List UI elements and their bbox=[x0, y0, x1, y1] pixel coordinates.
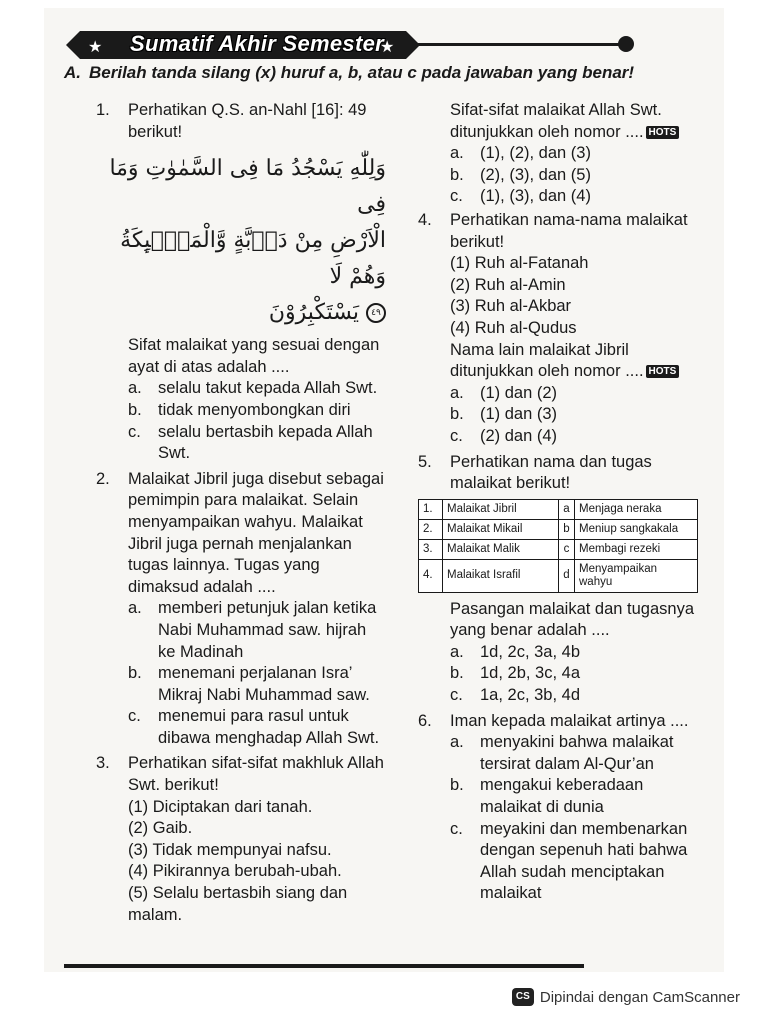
option-label: a. bbox=[450, 383, 464, 402]
option-label: a. bbox=[450, 642, 464, 661]
option-label: c. bbox=[128, 707, 141, 726]
option-text: (1) dan (2) bbox=[480, 383, 558, 402]
option-c[interactable] bbox=[450, 685, 708, 707]
question-4 bbox=[418, 210, 708, 448]
list-item: (2) Gaib. bbox=[128, 819, 193, 838]
question-number: 5. bbox=[418, 452, 432, 471]
option-text: 1d, 2c, 3a, 4b bbox=[480, 642, 580, 661]
option-text: (1), (3), dan (4) bbox=[480, 187, 591, 206]
option-a[interactable] bbox=[450, 732, 708, 775]
question-6 bbox=[418, 711, 708, 905]
table-cell: Meniup sangkakala bbox=[575, 519, 698, 539]
question-text: Perhatikan Q.S. an-Nahl [16]: 49 berikut! bbox=[128, 101, 367, 141]
option-b[interactable] bbox=[450, 165, 708, 187]
option-b[interactable] bbox=[450, 663, 708, 685]
option-label: c. bbox=[450, 187, 463, 206]
question-number: 1. bbox=[96, 101, 110, 119]
table-cell: Malaikat Malik bbox=[443, 539, 559, 559]
instruction-text: Berilah tanda silang (x) huruf a, b, atau c pada jawaban yang benar! bbox=[89, 63, 635, 82]
option-text: 1a, 2c, 3b, 4d bbox=[480, 686, 580, 705]
option-label: b. bbox=[450, 165, 464, 184]
option-a[interactable] bbox=[450, 383, 708, 405]
question-text: Pasangan malaikat dan tugasnya yang benar adalah .... bbox=[450, 599, 695, 640]
table-row bbox=[419, 519, 698, 539]
table-cell: Menyampaikan wahyu bbox=[575, 559, 698, 592]
option-b[interactable] bbox=[450, 404, 708, 426]
question-number: 4. bbox=[418, 210, 432, 229]
list-item: (2) Ruh al-Amin bbox=[450, 275, 566, 294]
question-prompt-text: Nama lain malaikat Jibril ditunjukkan oleh nomor .... bbox=[450, 340, 644, 381]
option-text: tidak menyombongkan diri bbox=[158, 400, 351, 419]
section-instruction bbox=[64, 63, 634, 83]
star-icon: ★ bbox=[380, 37, 395, 56]
option-label: a. bbox=[128, 599, 142, 618]
verse-line-text: يَسْتَكْبِرُوْنَ bbox=[268, 300, 359, 326]
list-item: (5) Selalu bertasbih siang dan malam. bbox=[128, 884, 348, 924]
question-text: Malaikat Jibril juga disebut sebagai pemimpin para malaikat. Selain menyampaikan wahyu. Malaikat Jibril juga pernah menjalankan tugas lainnya. Tugas yang dimaksud adalah .... bbox=[128, 469, 384, 596]
question-5-prompt bbox=[418, 599, 708, 707]
hots-badge: HOTS bbox=[646, 365, 680, 378]
option-b[interactable] bbox=[128, 400, 386, 422]
option-label: c. bbox=[450, 686, 463, 705]
hots-badge: HOTS bbox=[646, 126, 680, 139]
table-cell: Malaikat Israfil bbox=[443, 559, 559, 592]
star-icon: ★ bbox=[88, 37, 103, 56]
option-b[interactable] bbox=[128, 663, 386, 706]
option-c[interactable] bbox=[128, 706, 386, 749]
option-label: b. bbox=[450, 405, 464, 424]
quran-verse bbox=[104, 151, 386, 331]
table-row bbox=[419, 559, 698, 592]
question-text: Perhatikan nama-nama malaikat berikut! bbox=[450, 210, 688, 251]
option-a[interactable] bbox=[128, 378, 386, 400]
footer-divider bbox=[64, 964, 584, 968]
option-label: a. bbox=[450, 733, 464, 752]
option-text: (1) dan (3) bbox=[480, 405, 558, 424]
option-label: b. bbox=[128, 664, 142, 683]
question-3 bbox=[96, 753, 386, 926]
verse-line: وَلِلّٰهِ يَسْجُدُ مَا فِى السَّمٰوٰتِ وَمَا فِى bbox=[109, 156, 386, 218]
option-label: a. bbox=[450, 144, 464, 163]
option-label: c. bbox=[450, 426, 463, 445]
option-text: selalu takut kepada Allah Swt. bbox=[158, 379, 378, 398]
table-cell: Menjaga neraka bbox=[575, 499, 698, 519]
ayah-number-mark: ٤٩ bbox=[366, 303, 386, 323]
option-text: mengakui keberadaan malaikat di dunia bbox=[480, 776, 644, 817]
option-label: b. bbox=[450, 776, 464, 795]
scanner-text: Dipindai dengan CamScanner bbox=[539, 988, 740, 1006]
list-item: (3) Tidak mempunyai nafsu. bbox=[128, 840, 332, 859]
question-number: 6. bbox=[418, 711, 432, 730]
question-prompt bbox=[450, 340, 708, 383]
list-item: (1) Ruh al-Fatanah bbox=[450, 254, 589, 273]
question-text bbox=[450, 100, 708, 143]
question-1 bbox=[96, 100, 386, 143]
right-column bbox=[418, 100, 708, 905]
option-text: meyakini dan membenarkan dengan sepenuh hati bahwa Allah sudah menciptakan malaikat bbox=[480, 819, 688, 903]
option-a[interactable] bbox=[450, 642, 708, 664]
option-a[interactable] bbox=[450, 143, 708, 165]
table-cell: 1. bbox=[419, 499, 443, 519]
option-label: c. bbox=[450, 819, 463, 838]
table-cell: Malaikat Mikail bbox=[443, 519, 559, 539]
table-cell: 2. bbox=[419, 519, 443, 539]
option-c[interactable] bbox=[450, 186, 708, 208]
table-row bbox=[419, 539, 698, 559]
option-text: 1d, 2b, 3c, 4a bbox=[480, 664, 580, 683]
option-c[interactable] bbox=[128, 422, 386, 465]
section-number: A. bbox=[64, 63, 81, 82]
question-number: 3. bbox=[96, 754, 110, 773]
option-label: c. bbox=[128, 422, 141, 441]
table-row bbox=[419, 499, 698, 519]
table-cell: 3. bbox=[419, 539, 443, 559]
option-c[interactable] bbox=[450, 819, 708, 905]
question-prompt: Sifat-sifat malaikat Allah Swt. ditunjukkan oleh nomor .... bbox=[450, 101, 662, 141]
left-column bbox=[96, 100, 386, 926]
section-header-banner bbox=[66, 27, 636, 63]
list-item: (4) Pikirannya berubah-ubah. bbox=[128, 862, 342, 881]
list-item: (3) Ruh al-Akbar bbox=[450, 297, 572, 316]
matching-table bbox=[418, 499, 698, 593]
verse-line bbox=[104, 295, 386, 331]
option-label: b. bbox=[450, 664, 464, 683]
question-text: Iman kepada malaikat artinya .... bbox=[450, 711, 689, 730]
option-b[interactable] bbox=[450, 775, 708, 818]
option-a[interactable] bbox=[128, 598, 386, 663]
option-text: menyakini bahwa malaikat tersirat dalam Al-Qur’an bbox=[480, 733, 674, 773]
table-cell: d bbox=[559, 559, 575, 592]
table-cell: c bbox=[559, 539, 575, 559]
question-2 bbox=[96, 469, 386, 750]
question-1-prompt bbox=[96, 335, 386, 465]
scanner-watermark bbox=[512, 988, 740, 1006]
table-cell: a bbox=[559, 499, 575, 519]
question-number: 2. bbox=[96, 469, 110, 488]
list-item: (4) Ruh al-Qudus bbox=[450, 318, 577, 337]
option-c[interactable] bbox=[450, 426, 708, 448]
table-cell: 4. bbox=[419, 559, 443, 592]
option-text: menemui para rasul untuk dibawa menghadap Allah Swt. bbox=[158, 707, 380, 747]
option-text: (1), (2), dan (3) bbox=[480, 144, 591, 163]
question-5 bbox=[418, 452, 708, 495]
option-text: (2) dan (4) bbox=[480, 426, 558, 445]
option-text: selalu bertasbih kepada Allah Swt. bbox=[158, 422, 373, 463]
table-cell: b bbox=[559, 519, 575, 539]
camscanner-icon: CS bbox=[512, 988, 534, 1006]
question-text: Perhatikan nama dan tugas malaikat berikut! bbox=[450, 452, 652, 493]
question-text: Sifat malaikat yang sesuai dengan ayat di atas adalah .... bbox=[128, 336, 380, 376]
option-label: b. bbox=[128, 400, 142, 419]
verse-line: الْاَرْضِ مِنْ دَاۤبَّةٍ وَّالْمَلٰۤىِٕكَةُ وَهُمْ لَا bbox=[120, 228, 386, 290]
option-text: menemani perjalanan Isra’ Mikraj Nabi Muhammad saw. bbox=[158, 664, 370, 704]
page-title: Sumatif Akhir Semester bbox=[130, 31, 384, 56]
option-text: (2), (3), dan (5) bbox=[480, 165, 591, 184]
option-text: memberi petunjuk jalan ketika Nabi Muhammad saw. hijrah ke Madinah bbox=[158, 599, 377, 661]
table-cell: Membagi rezeki bbox=[575, 539, 698, 559]
question-text: Perhatikan sifat-sifat makhluk Allah Swt. berikut! bbox=[128, 754, 384, 795]
table-cell: Malaikat Jibril bbox=[443, 499, 559, 519]
list-item: (1) Diciptakan dari tanah. bbox=[128, 797, 313, 816]
option-label: a. bbox=[128, 379, 142, 398]
question-3-continued bbox=[418, 100, 708, 208]
